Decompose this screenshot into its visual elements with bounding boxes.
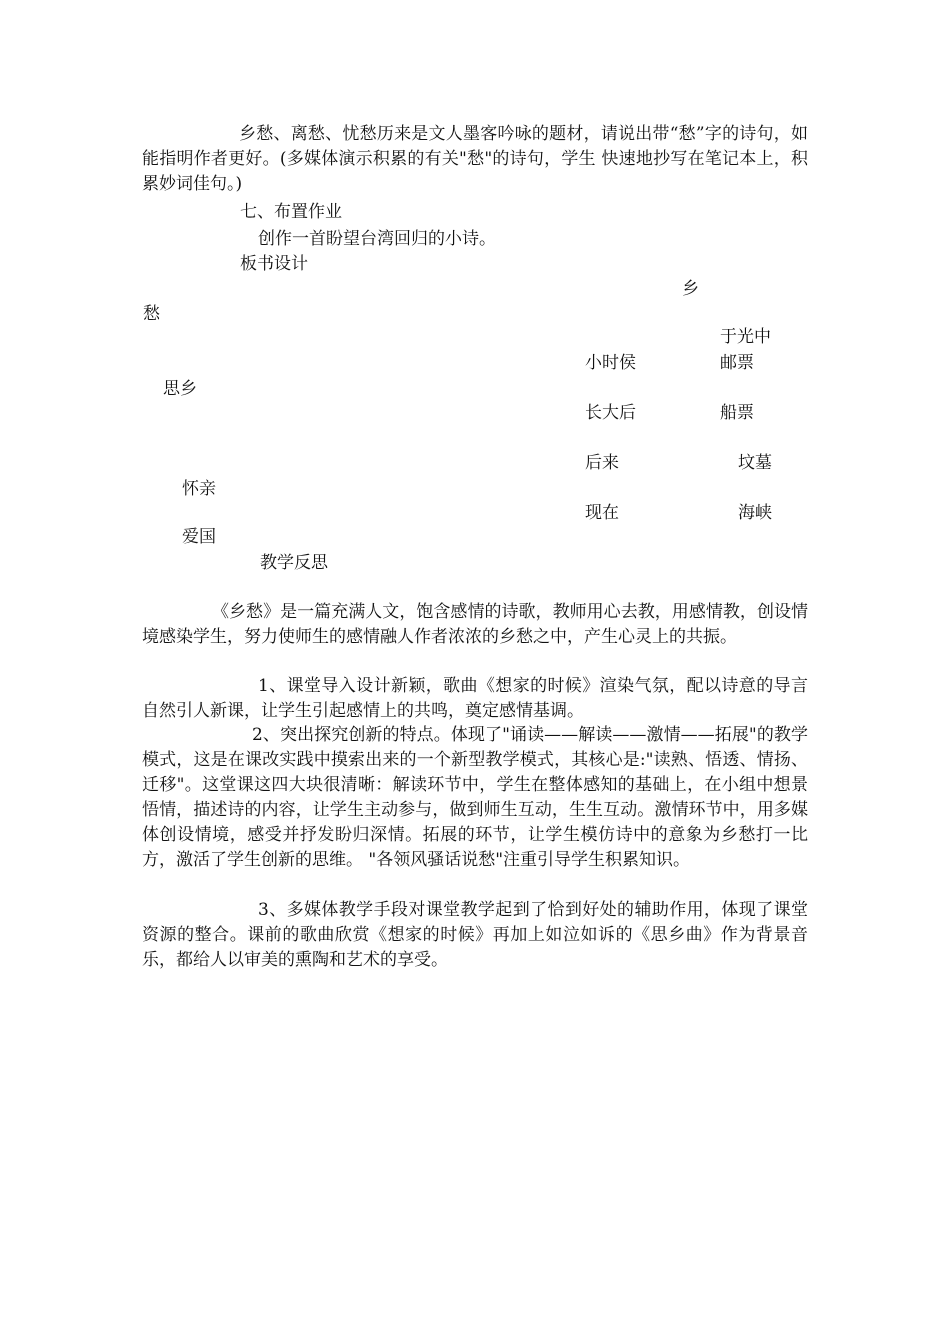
- board-row-time: 后来: [585, 453, 619, 473]
- board-row-time: 长大后: [585, 403, 636, 423]
- reflection-point-1: 1、课堂导入设计新颖，歌曲《想家的时候》渲染气氛，配以诗意的导言自然引人新课，让学生引起感情上的共鸣，奠定感情基调。: [142, 676, 808, 721]
- board-title-char-1: 乡: [682, 279, 699, 299]
- board-row-image: 坟墓: [738, 453, 772, 473]
- reflection-paragraph-1: [142, 674, 808, 724]
- intro-paragraph: [142, 122, 808, 197]
- board-heading: 板书设计: [240, 254, 308, 274]
- reflection-paragraph-3: [142, 898, 808, 973]
- reflection-intro-text: 《乡愁》是一篇充满人文，饱含感情的诗歌，教师用心去教，用感情教，创设情境感染学生，努力使师生的感情融人作者浓浓的乡愁之中，产生心灵上的共振。: [142, 602, 808, 647]
- board-row-image: 船票: [720, 403, 754, 423]
- board-row-time: 小时侯: [585, 353, 636, 373]
- homework-heading: 七、布置作业: [240, 202, 342, 222]
- board-row-time: 现在: [585, 503, 619, 523]
- board-author: 于光中: [720, 327, 771, 347]
- homework-task: 创作一首盼望台湾回归的小诗。: [258, 229, 496, 249]
- board-left-label: 爱国: [182, 527, 216, 547]
- reflection-paragraph-intro: [142, 600, 808, 650]
- board-left-label: 思乡: [163, 379, 197, 399]
- board-left-label: 怀亲: [182, 479, 216, 499]
- reflection-heading: 教学反思: [260, 553, 328, 573]
- reflection-point-2: 2、突出探究创新的特点。体现了"诵读——解读——激情——拓展"的教学模式，这是在课改实践中摸索出来的一个新型教学模式，其核心是:"读熟、悟透、情扬、迁移"。这堂课这四大块很清晰：解读环节中，学生在整体感知的基础上，在小组中想景悟情，描述诗的内容，让学生主动参与，做到师生互动，生生互动。激情环节中，用多媒体创设情境，感受并抒发盼归深情。拓展的环节，让学生模仿诗中的意象为乡愁打一比方，激活了学生创新的思维。 "各领风骚话说愁"注重引导学生积累知识。: [142, 725, 808, 870]
- reflection-point-3: 3、多媒体教学手段对课堂教学起到了恰到好处的辅助作用，体现了课堂资源的整合。课前的歌曲欣赏《想家的时候》再加上如泣如诉的《思乡曲》作为背景音乐，都给人以审美的熏陶和艺术的享受。: [142, 900, 808, 970]
- board-title-char-2: 愁: [143, 304, 160, 324]
- reflection-paragraph-2: [142, 723, 808, 873]
- board-row-image: 海峡: [738, 503, 772, 523]
- intro-text: 乡愁、离愁、忧愁历来是文人墨客吟咏的题材，请说出带“愁”字的诗句，如能指明作者更好。(多媒体演示积累的有关"愁"的诗句，学生 快速地抄写在笔记本上，积累妙词佳句。): [142, 124, 808, 194]
- board-row-image: 邮票: [720, 353, 754, 373]
